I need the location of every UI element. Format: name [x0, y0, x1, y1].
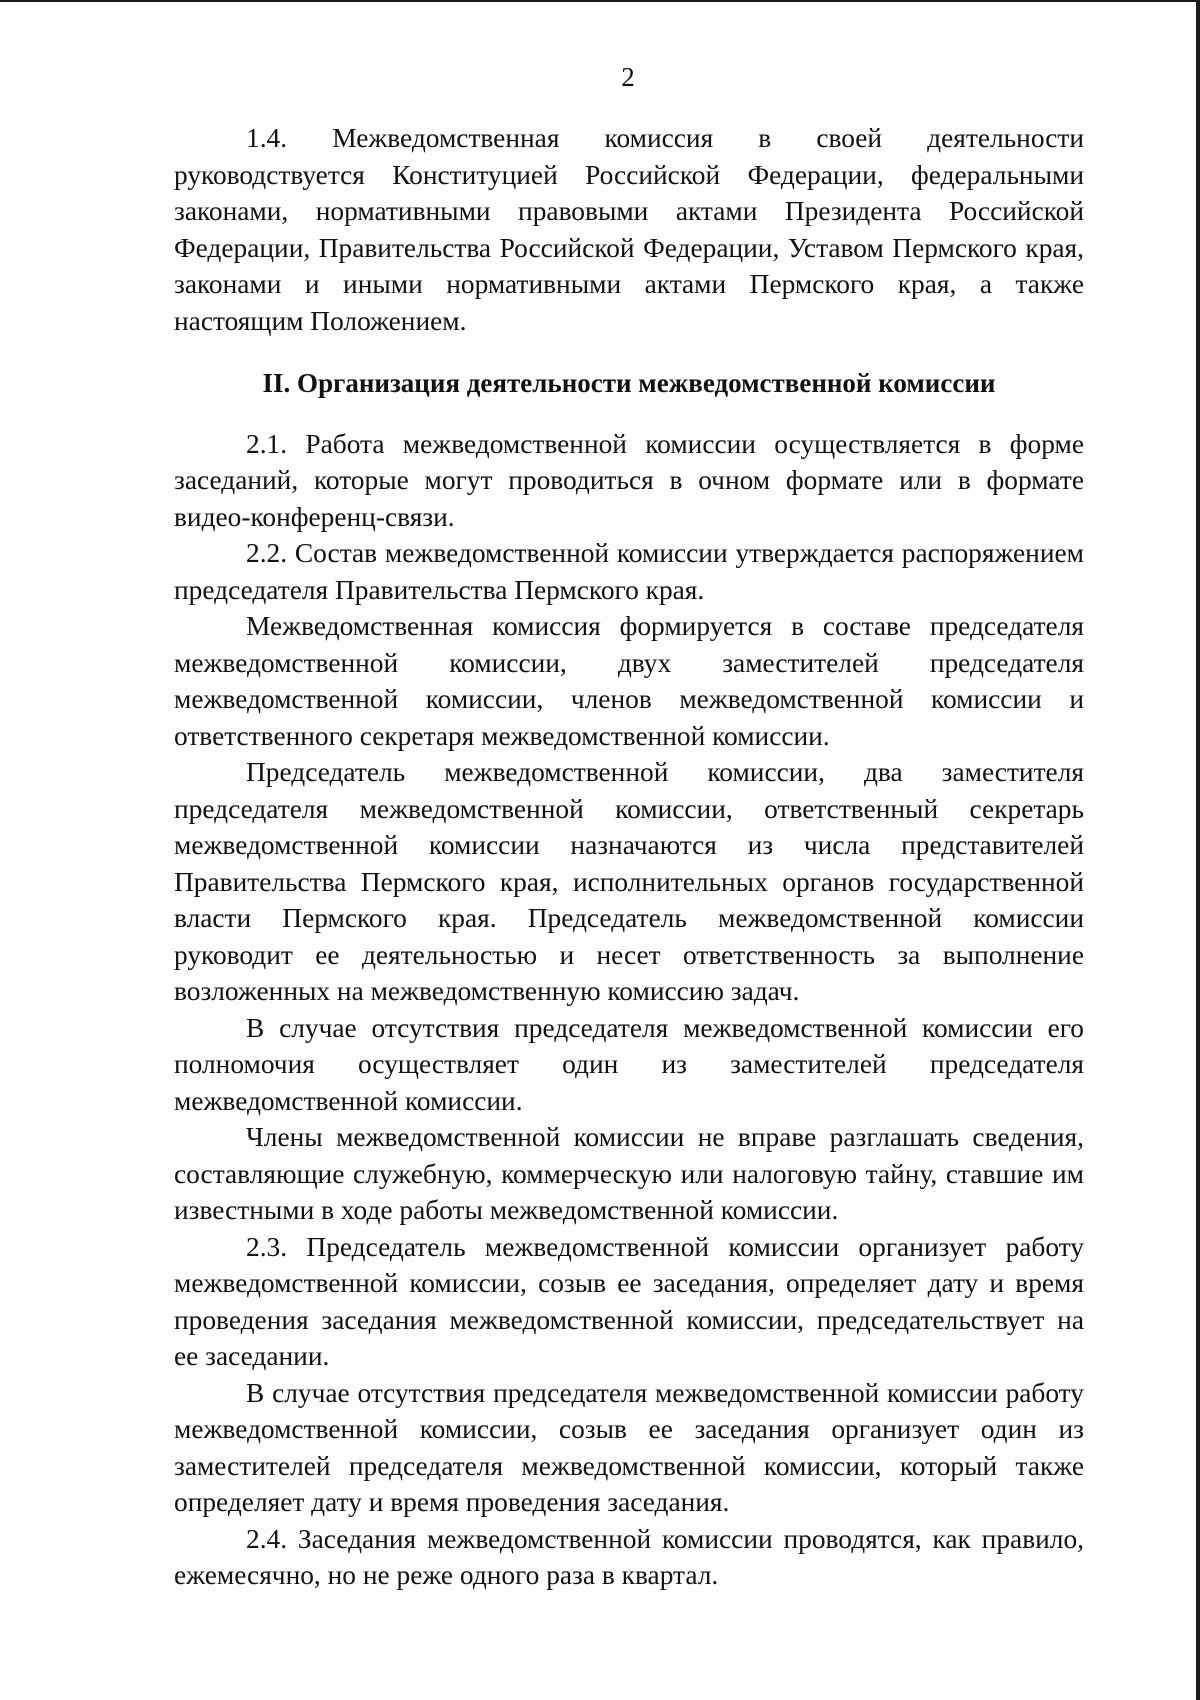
paragraph-2-2: 2.2. Состав межведомственной комиссии утверждается распоряжением председателя Правительства Пермского края. [174, 538, 1084, 605]
paragraph-appointment: Председатель межведомственной комиссии, два заместителя председателя межведомственной комиссии, ответственный секретарь межведомственной комиссии назначаются из числа представителей Правительства Пермского края, исполнительных органов государственной власти Пермского края. Председатель межведомственной комиссии руководит ее деятельностью и несет ответственность за выполнение возложенных на межведомственную комиссию задач. [174, 757, 1084, 1006]
paragraph-confidentiality: Члены межведомственной комиссии не вправе разглашать сведения, составляющие служебную, коммерческую или налоговую тайну, ставшие им известными в ходе работы межведомственной комиссии. [174, 1122, 1084, 1225]
paragraph-2-3: 2.3. Председатель межведомственной комиссии организует работу межведомственной комиссии, созыв ее заседания, определяет дату и время проведения заседания межведомственной комиссии, председательствует на ее заседании. [174, 1231, 1084, 1371]
paragraph-composition: Межведомственная комиссия формируется в составе председателя межведомственной комиссии, двух заместителей председателя межведомственной комиссии, членов межведомственной комиссии и ответственного секретаря межведомственной комиссии. [174, 611, 1084, 751]
document-body [174, 120, 1084, 1594]
paragraph-absence-organizer: В случае отсутствия председателя межведомственной комиссии работу межведомственной комиссии, созыв ее заседания организует один из заместителей председателя межведомственной комиссии, который также определяет дату и время проведения заседания. [174, 1377, 1084, 1517]
paragraph-1-4: 1.4. Межведомственная комиссия в своей деятельности руководствуется Конституцией Российской Федерации, федеральными законами, нормативными правовыми актами Президента Российской Федерации, Правительства Российской Федерации, Уставом Пермского края, законами и иными нормативными актами Пермского края, а также настоящим Положением. [174, 123, 1084, 336]
paragraph-2-4: 2.4. Заседания межведомственной комиссии проводятся, как правило, ежемесячно, но не реже одного раза в квартал. [174, 1523, 1084, 1590]
page-number: 2 [621, 62, 635, 92]
paragraph-absence-chair: В случае отсутствия председателя межведомственной комиссии его полномочия осуществляет один из заместителей председателя межведомственной комиссии. [174, 1012, 1084, 1116]
paragraph-2-1: 2.1. Работа межведомственной комиссии осуществляется в форме заседаний, которые могут проводиться в очном формате или в формате видео-конференц-связи. [174, 428, 1084, 532]
section-heading: II. Организация деятельности межведомственной комиссии [262, 368, 996, 398]
